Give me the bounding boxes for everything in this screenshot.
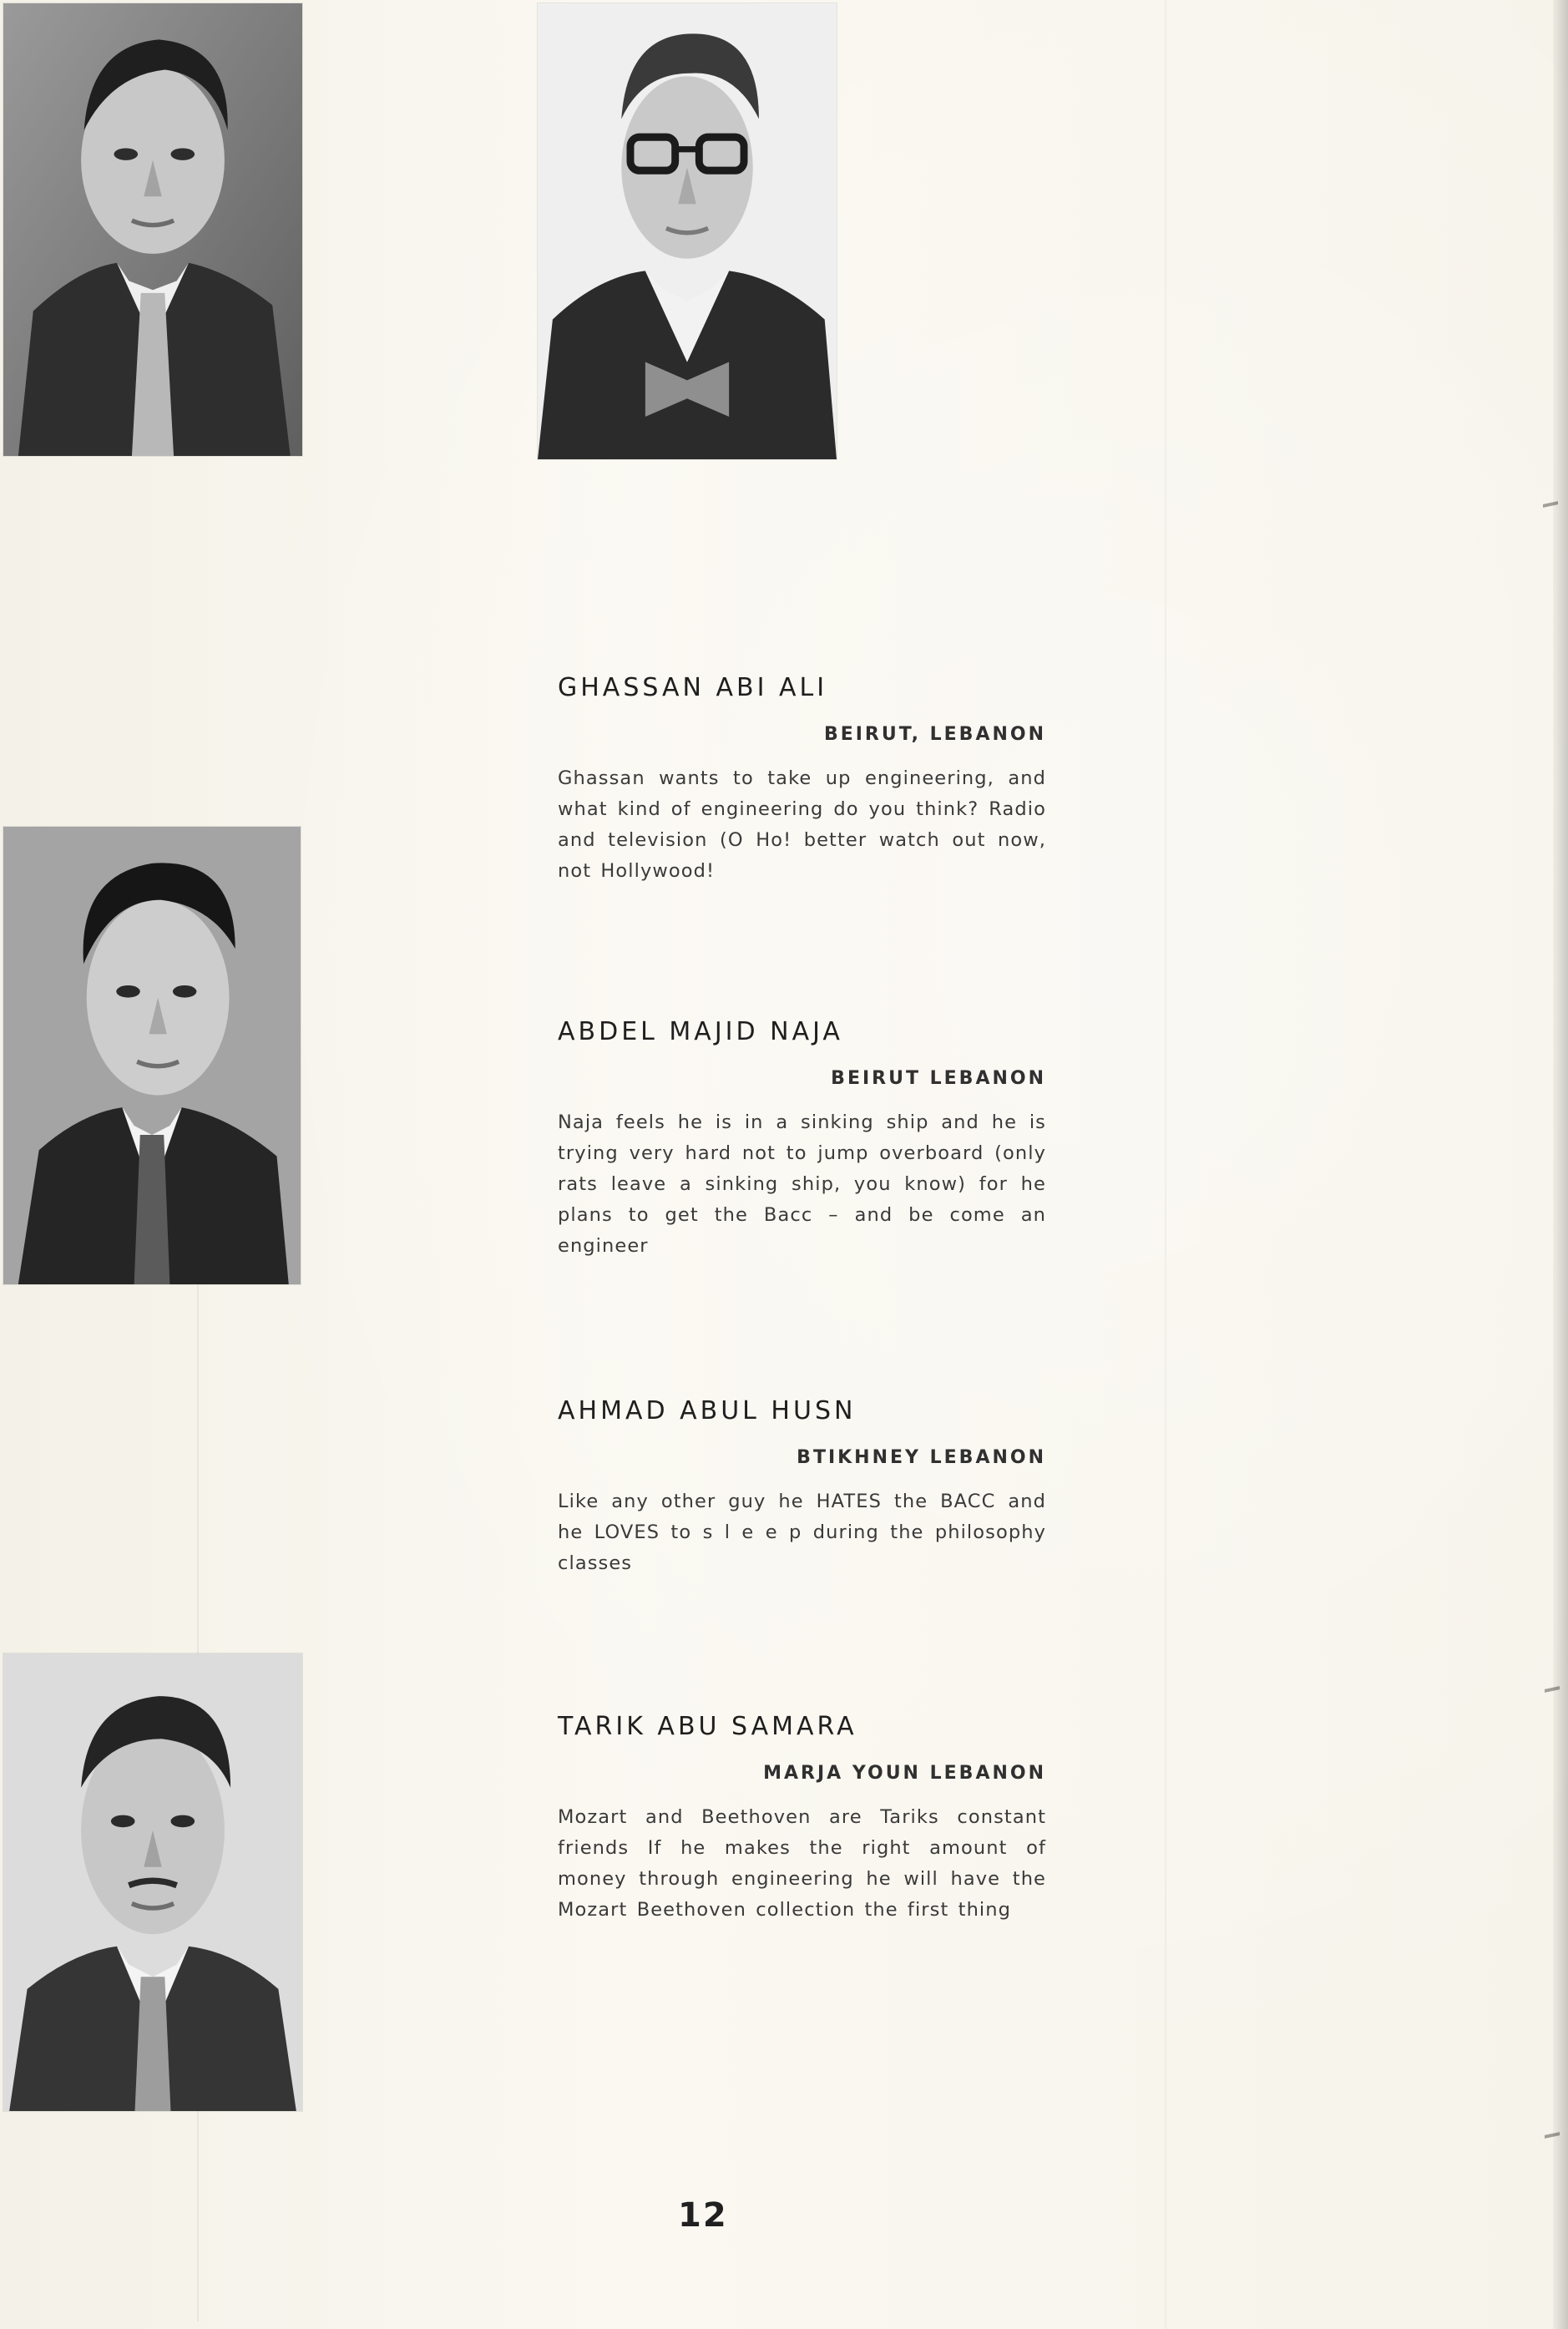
portrait-illustration: [3, 1653, 302, 2111]
student-location: BTIKHNEY LEBANON: [797, 1447, 1046, 1468]
student-entry: [558, 1712, 1046, 1926]
student-name: TARIK ABU SAMARA: [558, 1712, 857, 1741]
student-bio: Like any other guy he HATES the BACC and he LOVES to s l e e p during the philosophy classes: [558, 1491, 1046, 1574]
portrait-photo: [3, 1653, 302, 2111]
page-fold-line: [1165, 0, 1166, 2329]
page-edge-shadow: [1553, 0, 1568, 2329]
student-name: GHASSAN ABI ALI: [558, 673, 828, 702]
portrait-illustration: [538, 3, 837, 459]
student-location: MARJA YOUN LEBANON: [763, 1763, 1046, 1784]
student-entry: [558, 1017, 1046, 1262]
portrait-photo: [538, 3, 837, 459]
student-name: AHMAD ABUL HUSN: [558, 1396, 857, 1425]
portrait-illustration: [3, 3, 302, 456]
student-name: ABDEL MAJID NAJA: [558, 1017, 843, 1046]
student-entry: [558, 1396, 1046, 1579]
student-bio: Ghassan wants to take up engineering, and what kind of engineering do you think? Radio and television (O Ho! better watch out now, not Hollywood!: [558, 767, 1046, 882]
student-location: BEIRUT LEBANON: [831, 1068, 1046, 1089]
student-location: BEIRUT, LEBANON: [823, 724, 1046, 745]
portrait-photo: [3, 827, 301, 1284]
student-bio: Mozart and Beethoven are Tariks constant friends If he makes the right amount of money through engineering he will have the Mozart Beethoven collection the first thing: [558, 1806, 1046, 1921]
portrait-photo: [3, 3, 302, 456]
student-entry: [558, 673, 1046, 887]
student-bio: Naja feels he is in a sinking ship and he is trying very hard not to jump overboard (only rats leave a sinking ship, you know) for he plans to get the Bacc – and be come an engineer: [558, 1111, 1046, 1257]
page-number: 12: [678, 2196, 728, 2235]
portrait-illustration: [3, 827, 301, 1284]
